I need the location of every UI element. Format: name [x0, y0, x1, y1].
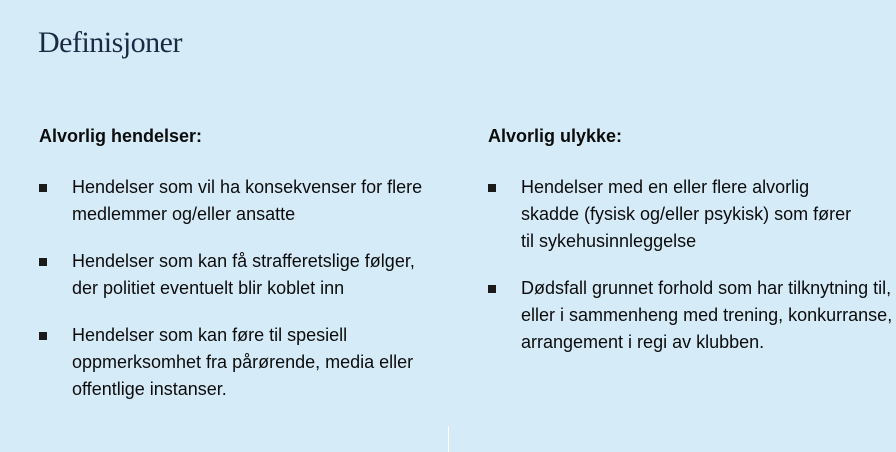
serious-incidents-column [39, 125, 449, 423]
serious-accident-list [488, 174, 893, 356]
list-item-text: Hendelser som vil ha konsekvenser for flere medlemmer og/eller ansatte [72, 177, 423, 224]
list-item-text: Hendelser som kan føre til spesiell oppmerksomhet fra pårørende, media eller offentlige instanser. [72, 325, 414, 399]
list-item [488, 174, 861, 255]
list-item [39, 322, 442, 403]
list-item-text: Hendelser med en eller flere alvorlig skadde (fysisk og/eller psykisk) som fører til sykehusinnleggelse [521, 177, 852, 251]
serious-incidents-list [39, 174, 449, 403]
square-bullet-icon [488, 285, 496, 293]
square-bullet-icon [39, 332, 47, 340]
serious-accident-heading: Alvorlig ulykke: [488, 126, 623, 146]
square-bullet-icon [488, 184, 496, 192]
page-title: Definisjoner [38, 26, 182, 59]
list-item [488, 275, 893, 356]
list-item-text: Hendelser som kan få strafferetslige følger, der politiet eventuelt blir koblet inn [72, 251, 415, 298]
list-item [39, 174, 442, 228]
serious-incidents-heading: Alvorlig hendelser: [39, 126, 203, 146]
serious-accident-column [488, 125, 893, 376]
column-divider [448, 426, 449, 452]
list-item-text: Dødsfall grunnet forhold som har tilknytning til, eller i sammenheng med trening, konkurranse, arrangement i regi av klubben. [521, 278, 893, 352]
square-bullet-icon [39, 184, 47, 192]
square-bullet-icon [39, 258, 47, 266]
list-item [39, 248, 442, 302]
